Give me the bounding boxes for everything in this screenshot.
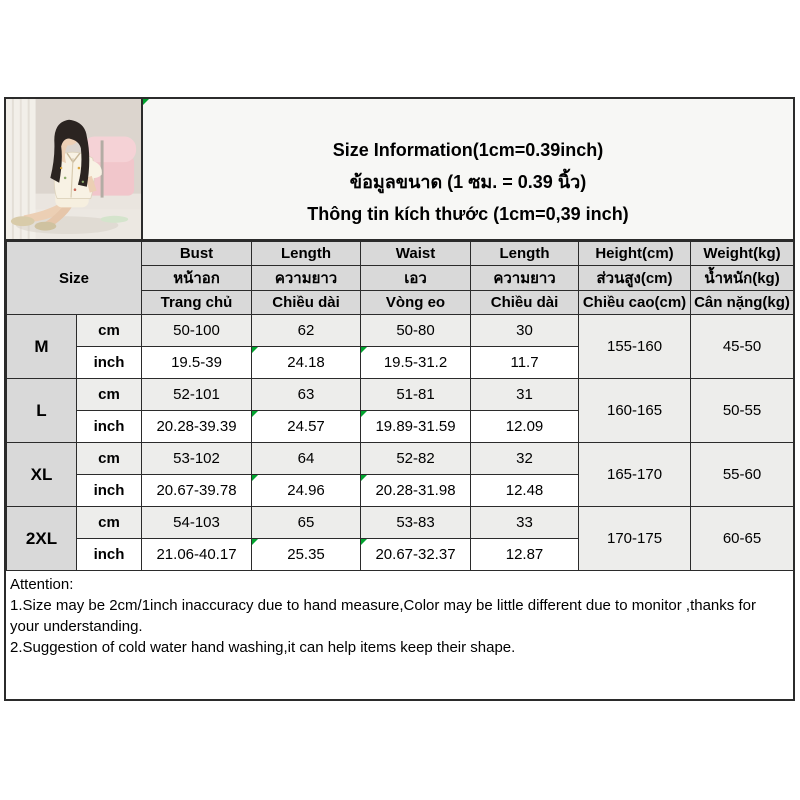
m-length-inch: 24.18 — [252, 347, 361, 379]
title-vietnamese: Thông tin kích thước (1cm=0,39 inch) — [307, 204, 629, 224]
top-row — [6, 99, 793, 241]
header-waist-vi: Vòng eo — [361, 291, 471, 315]
unit-inch: inch — [77, 539, 142, 571]
xl-length-cm: 64 — [252, 443, 361, 475]
size-table — [6, 241, 794, 571]
header-length-en: Length — [252, 242, 361, 266]
2xl-weight: 60-65 — [691, 507, 794, 571]
xl-length2-inch: 12.48 — [471, 475, 579, 507]
l-length-cm: 63 — [252, 379, 361, 411]
header-bust-en: Bust — [142, 242, 252, 266]
title-thai: ข้อมูลขนาด (1 ซม. = 0.39 นิ้ว) — [349, 172, 587, 192]
l-waist-inch: 19.89-31.59 — [361, 411, 471, 443]
m-weight: 45-50 — [691, 315, 794, 379]
l-length-inch: 24.57 — [252, 411, 361, 443]
2xl-height: 170-175 — [579, 507, 691, 571]
xl-weight: 55-60 — [691, 443, 794, 507]
unit-inch: inch — [77, 475, 142, 507]
xl-length2-cm: 32 — [471, 443, 579, 475]
size-l: L — [7, 379, 77, 443]
m-length2-cm: 30 — [471, 315, 579, 347]
2xl-length2-cm: 33 — [471, 507, 579, 539]
unit-cm: cm — [77, 443, 142, 475]
row-m-cm — [7, 315, 794, 347]
m-bust-inch: 19.5-39 — [142, 347, 252, 379]
header-row-english — [7, 242, 794, 266]
attention-heading: Attention: — [10, 576, 74, 593]
attention-note-1: 1.Size may be 2cm/1inch inaccuracy due to hand measure,Color may be little different due to monitor ,thanks for your understanding. — [10, 597, 756, 635]
header-length-vi: Chiều dài — [252, 291, 361, 315]
l-bust-inch: 20.28-39.39 — [142, 411, 252, 443]
header-length2-vi: Chiều dài — [471, 291, 579, 315]
l-bust-cm: 52-101 — [142, 379, 252, 411]
title-cell — [143, 99, 793, 239]
m-waist-cm: 50-80 — [361, 315, 471, 347]
unit-inch: inch — [77, 411, 142, 443]
header-length2-en: Length — [471, 242, 579, 266]
2xl-length2-inch: 12.87 — [471, 539, 579, 571]
model-photo — [6, 99, 143, 239]
header-waist-en: Waist — [361, 242, 471, 266]
m-length2-inch: 11.7 — [471, 347, 579, 379]
l-waist-cm: 51-81 — [361, 379, 471, 411]
2xl-waist-inch: 20.67-32.37 — [361, 539, 471, 571]
2xl-length-cm: 65 — [252, 507, 361, 539]
header-bust-th: หน้าอก — [142, 266, 252, 291]
title-english: Size Information(1cm=0.39inch) — [332, 140, 604, 160]
size-xl: XL — [7, 443, 77, 507]
m-waist-inch: 19.5-31.2 — [361, 347, 471, 379]
header-weight-en: Weight(kg) — [691, 242, 794, 266]
size-m: M — [7, 315, 77, 379]
l-length2-inch: 12.09 — [471, 411, 579, 443]
xl-bust-cm: 53-102 — [142, 443, 252, 475]
unit-cm: cm — [77, 379, 142, 411]
2xl-bust-cm: 54-103 — [142, 507, 252, 539]
xl-waist-cm: 52-82 — [361, 443, 471, 475]
xl-height: 165-170 — [579, 443, 691, 507]
header-weight-th: น้ำหนัก(kg) — [691, 266, 794, 291]
size-header: Size — [7, 242, 142, 315]
xl-waist-inch: 20.28-31.98 — [361, 475, 471, 507]
attention-note-2: 2.Suggestion of cold water hand washing,it can help items keep their shape. — [10, 639, 516, 656]
m-length-cm: 62 — [252, 315, 361, 347]
header-height-th: ส่วนสูง(cm) — [579, 266, 691, 291]
l-weight: 50-55 — [691, 379, 794, 443]
2xl-length-inch: 25.35 — [252, 539, 361, 571]
2xl-waist-cm: 53-83 — [361, 507, 471, 539]
header-waist-th: เอว — [361, 266, 471, 291]
l-length2-cm: 31 — [471, 379, 579, 411]
m-bust-cm: 50-100 — [142, 315, 252, 347]
header-length-th: ความยาว — [252, 266, 361, 291]
unit-cm: cm — [77, 507, 142, 539]
unit-cm: cm — [77, 315, 142, 347]
row-l-cm — [7, 379, 794, 411]
size-chart-sheet — [4, 97, 795, 701]
size-2xl: 2XL — [7, 507, 77, 571]
l-height: 160-165 — [579, 379, 691, 443]
row-2xl-cm — [7, 507, 794, 539]
row-xl-cm — [7, 443, 794, 475]
m-height: 155-160 — [579, 315, 691, 379]
header-height-vi: Chiều cao(cm) — [579, 291, 691, 315]
header-length2-th: ความยาว — [471, 266, 579, 291]
header-bust-vi: Trang chủ — [142, 291, 252, 315]
header-weight-vi: Cân nặng(kg) — [691, 291, 794, 315]
model-photo-illustration — [6, 99, 141, 239]
2xl-bust-inch: 21.06-40.17 — [142, 539, 252, 571]
xl-length-inch: 24.96 — [252, 475, 361, 507]
attention-section — [6, 571, 793, 699]
xl-bust-inch: 20.67-39.78 — [142, 475, 252, 507]
unit-inch: inch — [77, 347, 142, 379]
header-height-en: Height(cm) — [579, 242, 691, 266]
